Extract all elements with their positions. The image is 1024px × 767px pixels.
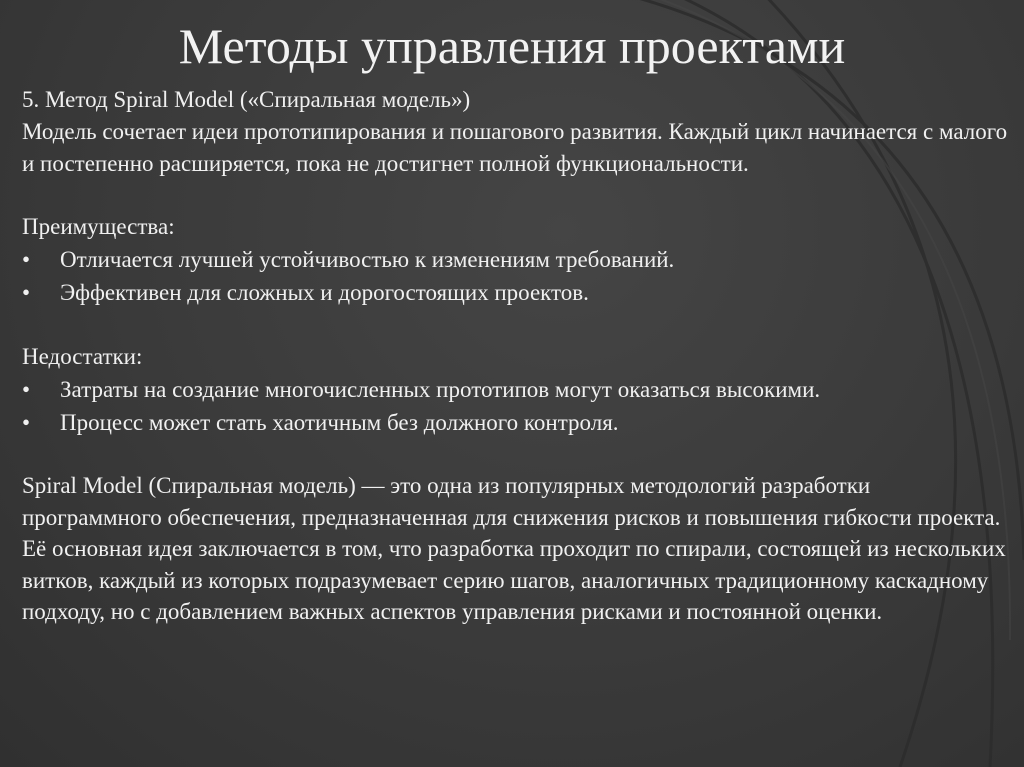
list-item-text: Эффективен для сложных и дорогостоящих проектов. xyxy=(60,280,589,305)
advantages-label: Преимущества: xyxy=(22,214,175,239)
list-item xyxy=(22,276,1012,309)
disadvantages-label: Недостатки: xyxy=(22,344,143,369)
list-item xyxy=(22,406,1012,439)
bullet-icon: • xyxy=(22,410,31,435)
list-item xyxy=(22,373,1012,406)
description-paragraph: Spiral Model (Спиральная модель) — это одна из популярных методологий разработки программного обеспечения, предназначенная для снижения рисков и повышения гибкости проекта. Её основная идея заключается в том, что разработка проходит по спирали, состоящей из нескольких витков, каждый из которых подразумевает серию шагов, аналогичных традиционному каскадному подходу, но с добавлением важных аспектов управления рисками и постоянной оценки. xyxy=(22,473,1006,624)
method-heading: 5. Метод Spiral Model («Спиральная модель») xyxy=(22,87,471,112)
advantages-list xyxy=(22,243,1012,309)
disadvantages-list xyxy=(22,373,1012,439)
spacer xyxy=(22,179,1012,210)
intro-paragraph: Модель сочетает идеи прототипирования и пошагового развития. Каждый цикл начинается с малого и постепенно расширяется, пока не достигнет полной функциональности. xyxy=(22,119,1008,176)
spacer xyxy=(22,439,1012,470)
list-item xyxy=(22,243,1012,276)
slide-title: Методы управления проектами xyxy=(178,18,846,74)
list-item-text: Отличается лучшей устойчивостью к изменениям требований. xyxy=(60,247,675,272)
slide-content xyxy=(22,84,1012,628)
bullet-icon: • xyxy=(22,247,31,272)
list-item-text: Процесс может стать хаотичным без должного контроля. xyxy=(60,410,619,435)
spacer xyxy=(22,309,1012,340)
bullet-icon: • xyxy=(22,377,31,402)
bullet-icon: • xyxy=(22,280,31,305)
list-item-text: Затраты на создание многочисленных прототипов могут оказаться высокими. xyxy=(60,377,821,402)
